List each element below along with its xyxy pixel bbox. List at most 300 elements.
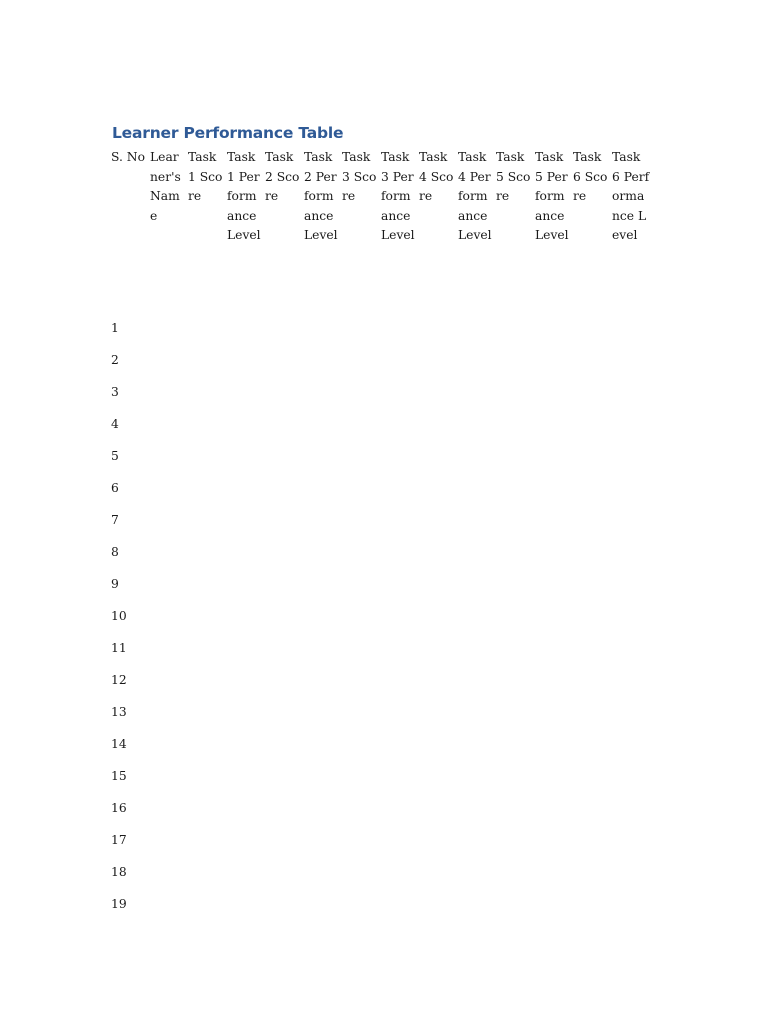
empty-cell	[342, 600, 381, 632]
empty-cell	[342, 376, 381, 408]
empty-cell	[304, 568, 342, 600]
empty-cell	[573, 856, 612, 888]
empty-cell	[535, 856, 573, 888]
empty-cell	[496, 760, 535, 792]
empty-cell	[419, 856, 458, 888]
empty-cell	[342, 664, 381, 696]
empty-cell	[612, 344, 652, 376]
row-number-cell: 7	[111, 512, 119, 527]
empty-cell	[227, 376, 265, 408]
empty-cell	[612, 632, 652, 664]
empty-cell	[419, 344, 458, 376]
empty-cell	[535, 536, 573, 568]
empty-cell	[612, 568, 652, 600]
empty-cell	[150, 472, 188, 504]
empty-cell	[265, 472, 304, 504]
empty-cell	[227, 632, 265, 664]
empty-cell	[188, 760, 227, 792]
empty-cell	[265, 632, 304, 664]
empty-cell	[188, 664, 227, 696]
empty-cell	[496, 632, 535, 664]
empty-cell	[188, 376, 227, 408]
empty-cell	[188, 600, 227, 632]
row-number-cell: 10	[111, 608, 127, 623]
table-row	[111, 600, 652, 632]
empty-cell	[227, 696, 265, 728]
empty-cell	[458, 312, 496, 344]
empty-cell	[304, 408, 342, 440]
empty-cell	[265, 504, 304, 536]
empty-cell	[265, 408, 304, 440]
empty-cell	[612, 376, 652, 408]
empty-cell	[304, 344, 342, 376]
empty-cell	[535, 696, 573, 728]
empty-cell	[573, 568, 612, 600]
empty-cell	[573, 472, 612, 504]
empty-cell	[419, 536, 458, 568]
row-number-cell: 9	[111, 576, 119, 591]
empty-cell	[458, 344, 496, 376]
table-row	[111, 728, 652, 760]
table-row	[111, 824, 652, 856]
empty-cell	[573, 824, 612, 856]
empty-cell	[227, 312, 265, 344]
empty-cell	[573, 376, 612, 408]
header-task3-score: Task 3 Score	[342, 150, 377, 203]
empty-cell	[612, 504, 652, 536]
empty-cell	[458, 376, 496, 408]
empty-cell	[265, 760, 304, 792]
empty-cell	[150, 568, 188, 600]
empty-cell	[304, 600, 342, 632]
empty-cell	[265, 856, 304, 888]
empty-cell	[573, 792, 612, 824]
table-header-row	[111, 148, 652, 312]
empty-cell	[612, 408, 652, 440]
empty-cell	[227, 408, 265, 440]
empty-cell	[188, 856, 227, 888]
empty-cell	[265, 312, 304, 344]
empty-cell	[265, 440, 304, 472]
empty-cell	[188, 888, 227, 920]
empty-cell	[496, 792, 535, 824]
empty-cell	[381, 632, 419, 664]
empty-cell	[265, 728, 304, 760]
empty-cell	[419, 472, 458, 504]
empty-cell	[458, 888, 496, 920]
empty-cell	[458, 632, 496, 664]
empty-cell	[419, 376, 458, 408]
empty-cell	[188, 536, 227, 568]
empty-cell	[265, 888, 304, 920]
empty-cell	[419, 600, 458, 632]
row-number-cell: 15	[111, 768, 127, 783]
table-row	[111, 376, 652, 408]
row-number-cell: 5	[111, 448, 119, 463]
empty-cell	[458, 440, 496, 472]
empty-cell	[419, 632, 458, 664]
empty-cell	[304, 760, 342, 792]
empty-cell	[535, 888, 573, 920]
empty-cell	[304, 824, 342, 856]
empty-cell	[188, 504, 227, 536]
empty-cell	[573, 408, 612, 440]
empty-cell	[342, 440, 381, 472]
empty-cell	[342, 792, 381, 824]
empty-cell	[419, 440, 458, 472]
empty-cell	[458, 856, 496, 888]
table-row	[111, 664, 652, 696]
header-task2-score: Task 2 Score	[265, 150, 300, 203]
empty-cell	[458, 728, 496, 760]
empty-cell	[227, 664, 265, 696]
empty-cell	[265, 600, 304, 632]
empty-cell	[381, 408, 419, 440]
empty-cell	[496, 824, 535, 856]
empty-cell	[381, 888, 419, 920]
empty-cell	[227, 536, 265, 568]
row-number-cell: 13	[111, 704, 127, 719]
empty-cell	[188, 408, 227, 440]
empty-cell	[265, 824, 304, 856]
empty-cell	[419, 824, 458, 856]
empty-cell	[458, 760, 496, 792]
empty-cell	[342, 824, 381, 856]
empty-cell	[381, 376, 419, 408]
empty-cell	[150, 536, 188, 568]
empty-cell	[227, 568, 265, 600]
empty-cell	[458, 504, 496, 536]
header-task6-level: Task 6 Performance Level	[612, 150, 650, 242]
row-number-cell: 19	[111, 896, 127, 911]
empty-cell	[304, 728, 342, 760]
empty-cell	[496, 600, 535, 632]
empty-cell	[612, 472, 652, 504]
empty-cell	[304, 632, 342, 664]
empty-cell	[612, 536, 652, 568]
row-number-cell: 3	[111, 384, 119, 399]
empty-cell	[458, 408, 496, 440]
empty-cell	[265, 376, 304, 408]
empty-cell	[496, 856, 535, 888]
empty-cell	[612, 696, 652, 728]
empty-cell	[573, 536, 612, 568]
empty-cell	[150, 760, 188, 792]
empty-cell	[381, 472, 419, 504]
empty-cell	[304, 472, 342, 504]
empty-cell	[419, 728, 458, 760]
empty-cell	[304, 792, 342, 824]
table-row	[111, 504, 652, 536]
empty-cell	[458, 472, 496, 504]
row-number-cell: 17	[111, 832, 127, 847]
empty-cell	[342, 536, 381, 568]
empty-cell	[496, 312, 535, 344]
empty-cell	[304, 888, 342, 920]
empty-cell	[535, 664, 573, 696]
empty-cell	[188, 728, 227, 760]
empty-cell	[458, 664, 496, 696]
empty-cell	[150, 856, 188, 888]
empty-cell	[227, 760, 265, 792]
empty-cell	[573, 344, 612, 376]
header-task3-level: Task 3 Performance Level	[381, 150, 415, 242]
empty-cell	[612, 600, 652, 632]
empty-cell	[342, 408, 381, 440]
empty-cell	[573, 632, 612, 664]
empty-cell	[188, 472, 227, 504]
empty-cell	[227, 600, 265, 632]
empty-cell	[227, 856, 265, 888]
header-task4-level: Task 4 Performance Level	[458, 150, 492, 242]
empty-cell	[573, 664, 612, 696]
empty-cell	[227, 504, 265, 536]
empty-cell	[381, 792, 419, 824]
table-row	[111, 568, 652, 600]
empty-cell	[419, 312, 458, 344]
empty-cell	[535, 312, 573, 344]
empty-cell	[381, 504, 419, 536]
empty-cell	[496, 440, 535, 472]
empty-cell	[535, 632, 573, 664]
table-row	[111, 408, 652, 440]
table-row	[111, 344, 652, 376]
empty-cell	[419, 792, 458, 824]
empty-cell	[496, 344, 535, 376]
empty-cell	[535, 824, 573, 856]
empty-cell	[304, 696, 342, 728]
header-sno: S. No	[111, 150, 145, 164]
empty-cell	[535, 760, 573, 792]
empty-cell	[342, 312, 381, 344]
empty-cell	[496, 664, 535, 696]
empty-cell	[535, 376, 573, 408]
empty-cell	[535, 344, 573, 376]
empty-cell	[381, 536, 419, 568]
empty-cell	[150, 376, 188, 408]
empty-cell	[612, 440, 652, 472]
empty-cell	[150, 504, 188, 536]
empty-cell	[188, 632, 227, 664]
row-number-cell: 14	[111, 736, 127, 751]
empty-cell	[381, 568, 419, 600]
row-number-cell: 2	[111, 352, 119, 367]
empty-cell	[496, 568, 535, 600]
empty-cell	[188, 312, 227, 344]
empty-cell	[419, 568, 458, 600]
table-row	[111, 760, 652, 792]
empty-cell	[381, 664, 419, 696]
row-number-cell: 18	[111, 864, 127, 879]
empty-cell	[227, 440, 265, 472]
empty-cell	[342, 760, 381, 792]
empty-cell	[496, 376, 535, 408]
empty-cell	[496, 472, 535, 504]
empty-cell	[458, 536, 496, 568]
empty-cell	[535, 792, 573, 824]
empty-cell	[150, 312, 188, 344]
row-number-cell: 1	[111, 320, 119, 335]
empty-cell	[612, 312, 652, 344]
empty-cell	[342, 568, 381, 600]
empty-cell	[458, 792, 496, 824]
header-task2-level: Task 2 Performance Level	[304, 150, 338, 242]
empty-cell	[265, 792, 304, 824]
empty-cell	[573, 440, 612, 472]
row-number-cell: 8	[111, 544, 119, 559]
empty-cell	[227, 344, 265, 376]
empty-cell	[496, 888, 535, 920]
header-task5-score: Task 5 Score	[496, 150, 531, 203]
table-body	[111, 312, 652, 920]
table-row	[111, 312, 652, 344]
empty-cell	[612, 792, 652, 824]
empty-cell	[419, 504, 458, 536]
empty-cell	[458, 696, 496, 728]
empty-cell	[150, 600, 188, 632]
empty-cell	[150, 888, 188, 920]
empty-cell	[535, 728, 573, 760]
row-number-cell: 11	[111, 640, 127, 655]
empty-cell	[381, 824, 419, 856]
empty-cell	[496, 536, 535, 568]
empty-cell	[342, 856, 381, 888]
empty-cell	[535, 568, 573, 600]
empty-cell	[573, 888, 612, 920]
header-learner-name: Learner's Name	[150, 150, 181, 223]
empty-cell	[304, 504, 342, 536]
empty-cell	[419, 760, 458, 792]
empty-cell	[188, 568, 227, 600]
empty-cell	[573, 728, 612, 760]
empty-cell	[381, 312, 419, 344]
table-row	[111, 856, 652, 888]
empty-cell	[304, 312, 342, 344]
table-row	[111, 888, 652, 920]
empty-cell	[265, 536, 304, 568]
document-title: Learner Performance Table	[112, 124, 344, 142]
empty-cell	[265, 664, 304, 696]
empty-cell	[573, 696, 612, 728]
empty-cell	[535, 600, 573, 632]
empty-cell	[265, 568, 304, 600]
empty-cell	[265, 344, 304, 376]
empty-cell	[188, 440, 227, 472]
header-task1-level: Task 1 Performance Level	[227, 150, 261, 242]
empty-cell	[342, 696, 381, 728]
empty-cell	[150, 408, 188, 440]
row-number-cell: 4	[111, 416, 119, 431]
empty-cell	[612, 728, 652, 760]
empty-cell	[227, 728, 265, 760]
empty-cell	[381, 344, 419, 376]
empty-cell	[419, 888, 458, 920]
table-row	[111, 792, 652, 824]
empty-cell	[381, 760, 419, 792]
empty-cell	[458, 600, 496, 632]
empty-cell	[535, 440, 573, 472]
header-task5-level: Task 5 Performance Level	[535, 150, 569, 242]
empty-cell	[150, 728, 188, 760]
empty-cell	[188, 344, 227, 376]
empty-cell	[458, 824, 496, 856]
empty-cell	[150, 696, 188, 728]
empty-cell	[535, 472, 573, 504]
empty-cell	[612, 824, 652, 856]
empty-cell	[342, 632, 381, 664]
empty-cell	[342, 344, 381, 376]
row-number-cell: 16	[111, 800, 127, 815]
learner-performance-table	[111, 148, 652, 920]
table-row	[111, 632, 652, 664]
empty-cell	[573, 760, 612, 792]
empty-cell	[573, 504, 612, 536]
empty-cell	[381, 728, 419, 760]
empty-cell	[458, 568, 496, 600]
empty-cell	[342, 472, 381, 504]
empty-cell	[612, 664, 652, 696]
empty-cell	[381, 696, 419, 728]
empty-cell	[535, 408, 573, 440]
empty-cell	[227, 888, 265, 920]
empty-cell	[265, 696, 304, 728]
empty-cell	[381, 856, 419, 888]
empty-cell	[496, 408, 535, 440]
empty-cell	[381, 600, 419, 632]
empty-cell	[227, 792, 265, 824]
empty-cell	[188, 824, 227, 856]
empty-cell	[304, 376, 342, 408]
empty-cell	[612, 856, 652, 888]
empty-cell	[150, 664, 188, 696]
row-number-cell: 12	[111, 672, 127, 687]
table-row	[111, 472, 652, 504]
empty-cell	[227, 824, 265, 856]
empty-cell	[419, 664, 458, 696]
table-row	[111, 696, 652, 728]
header-task6-score: Task 6 Score	[573, 150, 608, 203]
table-row	[111, 440, 652, 472]
empty-cell	[342, 504, 381, 536]
empty-cell	[496, 696, 535, 728]
empty-cell	[304, 536, 342, 568]
empty-cell	[342, 728, 381, 760]
empty-cell	[150, 440, 188, 472]
row-number-cell: 6	[111, 480, 119, 495]
empty-cell	[150, 824, 188, 856]
empty-cell	[150, 632, 188, 664]
empty-cell	[496, 728, 535, 760]
empty-cell	[304, 440, 342, 472]
header-task1-score: Task 1 Score	[188, 150, 223, 203]
empty-cell	[535, 504, 573, 536]
empty-cell	[381, 440, 419, 472]
header-task4-score: Task 4 Score	[419, 150, 454, 203]
empty-cell	[419, 696, 458, 728]
empty-cell	[188, 696, 227, 728]
empty-cell	[227, 472, 265, 504]
empty-cell	[573, 312, 612, 344]
empty-cell	[419, 408, 458, 440]
empty-cell	[304, 664, 342, 696]
empty-cell	[188, 792, 227, 824]
empty-cell	[150, 792, 188, 824]
empty-cell	[612, 888, 652, 920]
table-row	[111, 536, 652, 568]
empty-cell	[496, 504, 535, 536]
empty-cell	[573, 600, 612, 632]
empty-cell	[342, 888, 381, 920]
